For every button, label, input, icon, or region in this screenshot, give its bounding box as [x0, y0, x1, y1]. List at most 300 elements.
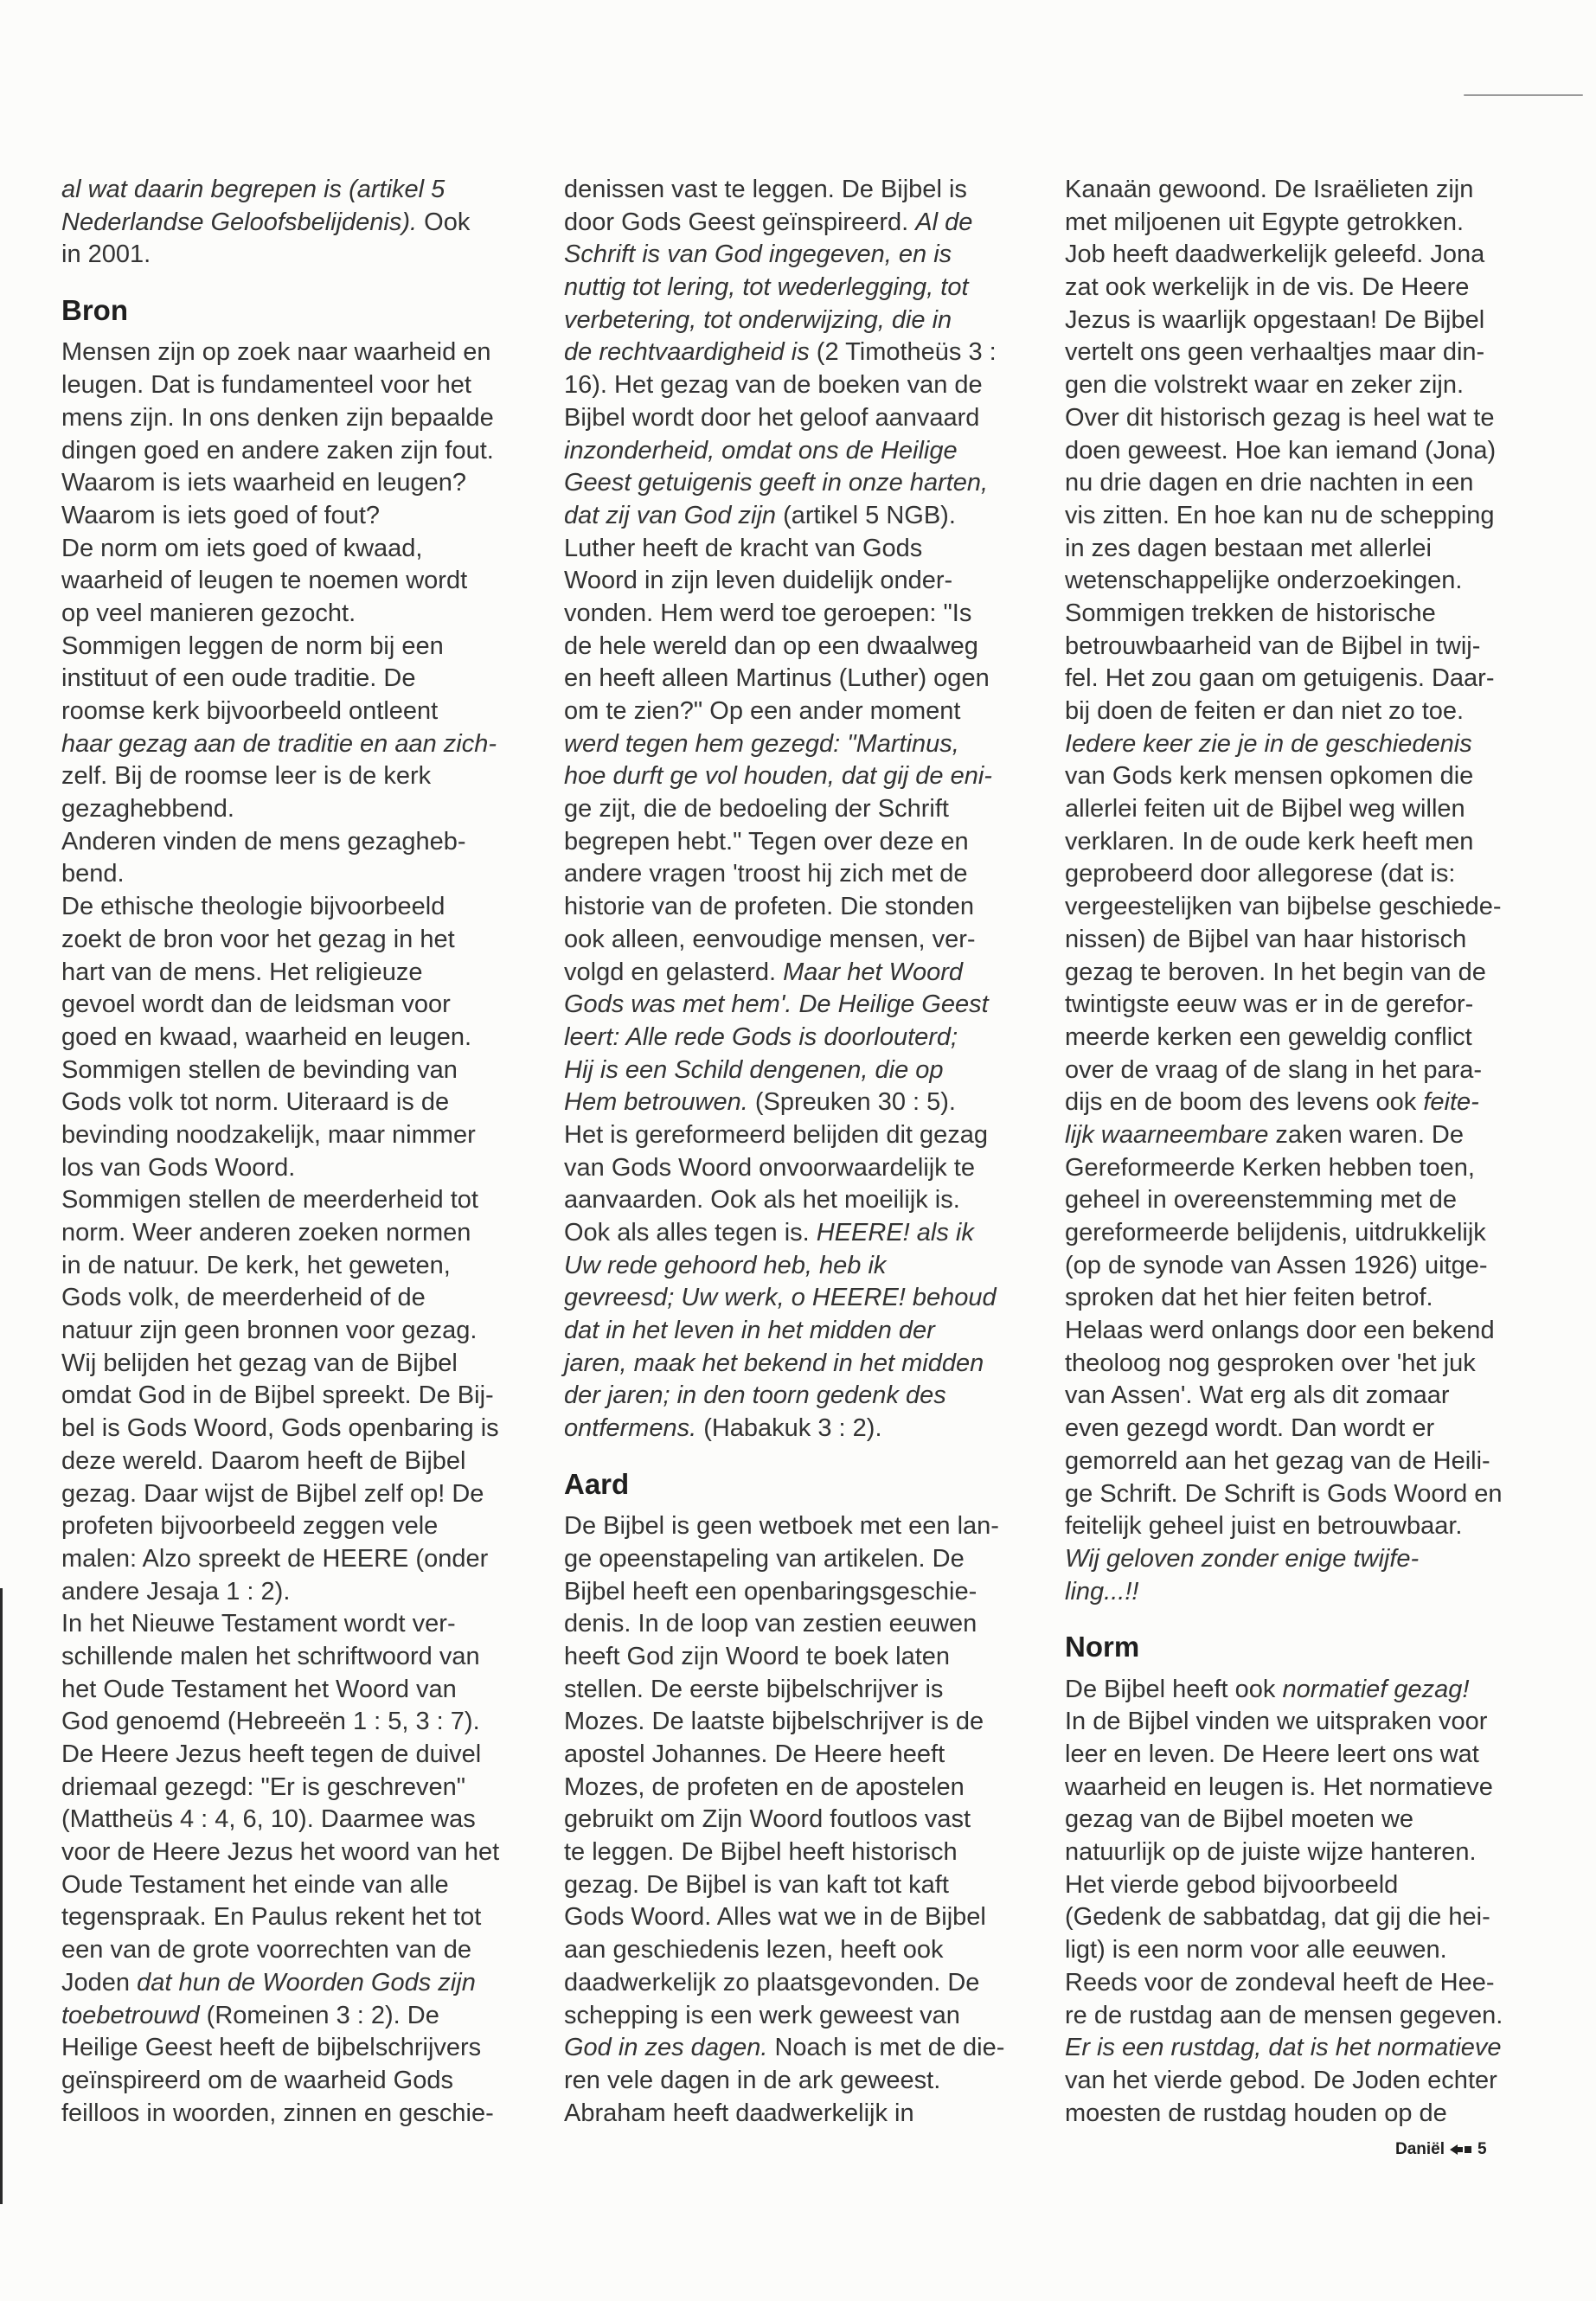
text-line [564, 1739, 1031, 1772]
text-run: Noach is met de die- [767, 2034, 1005, 2062]
text-line [61, 858, 529, 891]
text-run: over de vraag of de slang in het para- [1065, 1055, 1483, 1084]
text-line [564, 1217, 1031, 1250]
text-run: vergeestelijken van bijbelse geschiede- [1065, 893, 1502, 921]
text-run: tegenspraak. En Paulus rekent het tot [61, 1903, 482, 1932]
text-run: hart van de mens. Het religieuze [61, 958, 423, 986]
text-run: Gods Woord. Alles wat we in de Bijbel [564, 1903, 986, 1932]
text-line [1065, 924, 1532, 957]
text-line [1065, 1315, 1532, 1348]
text-line [1065, 826, 1532, 859]
text-run: gemorreld aan het gezag van de Heili- [1065, 1446, 1490, 1475]
text-line [564, 1086, 1031, 1119]
text-run: geprobeerd door allegorese (dat is: [1065, 860, 1456, 888]
italic-text-run: dat hun de Woorden Gods zijn [137, 1968, 476, 1997]
text-run: apostel Johannes. De Heere heeft [564, 1740, 945, 1769]
text-line [1065, 1576, 1532, 1609]
italic-text-run: al wat daarin begrepen is (artikel 5 [61, 176, 445, 203]
text-line [61, 1706, 529, 1739]
text-run: De Heere Jezus heeft tegen de duivel [61, 1740, 482, 1769]
text-run: De Bijbel is geen wetboek met een lan- [564, 1512, 999, 1541]
italic-text-run: toebetrouwd [61, 2001, 200, 2029]
text-line [1065, 1348, 1532, 1381]
text-line [1065, 1543, 1532, 1576]
text-run: De ethische theologie bijvoorbeeld [61, 893, 445, 921]
text-line [564, 2098, 1031, 2131]
text-run: Het vierde gebod bijvoorbeeld [1065, 1870, 1399, 1899]
text-line [1065, 1184, 1532, 1217]
text-run: ren vele dagen in de ark geweest. [564, 2066, 941, 2094]
text-run: schillende malen het schriftwoord van [61, 1642, 480, 1670]
text-line [61, 631, 529, 663]
text-run: ge zijt, die de bedoeling der Schrift [564, 795, 949, 824]
text-run: instituut of een oude traditie. De [61, 664, 416, 693]
scan-edge [0, 1588, 3, 2204]
italic-text-run: ling...!! [1065, 1577, 1139, 1606]
text-line [1065, 1250, 1532, 1283]
text-line [564, 1772, 1031, 1804]
text-run: gen die volstrekt waar en zeker zijn. [1065, 371, 1464, 400]
text-line [1065, 1086, 1532, 1119]
text-run: bij doen de feiten er dan niet zo toe. [1065, 697, 1465, 725]
italic-text-run: God in zes dagen. [564, 2034, 768, 2062]
section-heading: Norm [1065, 1631, 1140, 1663]
text-run: Sommigen leggen de norm bij een [61, 631, 444, 660]
text-line [61, 1184, 529, 1217]
text-line [61, 2032, 529, 2065]
text-line [1065, 239, 1532, 272]
italic-text-run: Wij geloven zonder enige twijfe- [1065, 1544, 1420, 1573]
text-run: God genoemd (Hebreeën 1 : 5, 3 : 7). [61, 1708, 480, 1736]
text-run: gezag te beroven. In het begin van de [1065, 958, 1486, 986]
text-line [61, 598, 529, 631]
text-run: en heeft alleen Martinus (Luther) ogen [564, 664, 990, 693]
text-line [564, 2065, 1031, 2098]
text-run: stellen. De eerste bijbelschrijver is [564, 1675, 944, 1703]
text-run: Abraham heeft daadwerkelijk in [564, 2099, 914, 2127]
arrow-emblem-icon [1450, 2144, 1472, 2156]
text-line [564, 1413, 1031, 1445]
text-run: bevinding noodzakelijk, maar nimmer [61, 1120, 476, 1149]
text-line [564, 1380, 1031, 1413]
text-line [564, 891, 1031, 924]
text-line [61, 2000, 529, 2033]
text-line [61, 1608, 529, 1641]
text-run: gezag van de Bijbel moeten we [1065, 1805, 1414, 1834]
text-run: Gereformeerde Kerken hebben toen, [1065, 1153, 1475, 1182]
text-line [1065, 174, 1532, 207]
text-run: door Gods Geest geïnspireerd. [564, 208, 916, 236]
text-line [1065, 533, 1532, 566]
text-line [564, 957, 1031, 990]
text-line [1065, 1934, 1532, 1967]
text-line [61, 2098, 529, 2131]
text-line [1065, 500, 1532, 533]
text-run: bend. [61, 860, 125, 888]
text-line [564, 858, 1031, 891]
italic-text-run: Geest getuigenis geeft in onze harten, [564, 469, 989, 497]
text-run: geïnspireerd om de waarheid Gods [61, 2066, 453, 2094]
text-line [61, 891, 529, 924]
text-line [61, 826, 529, 859]
text-line [564, 1706, 1031, 1739]
text-run: feilloos in woorden, zinnen en geschie- [61, 2099, 494, 2127]
text-run: de hele wereld dan op een dwaalweg [564, 631, 978, 660]
text-run: sproken dat het hier feiten betrof. [1065, 1284, 1433, 1312]
text-line [61, 728, 529, 761]
text-run: natuurlijk op de juiste wijze hanteren. [1065, 1838, 1477, 1867]
italic-text-run: hoe durft ge vol houden, dat gij de eni- [564, 762, 992, 791]
text-line [61, 1576, 529, 1609]
text-line [1065, 989, 1532, 1022]
text-run: (Romeinen 3 : 2). De [199, 2001, 439, 2029]
text-line [61, 1413, 529, 1445]
text-run: Kanaän gewoond. De Israëlieten zijn [1065, 176, 1474, 203]
italic-text-run: haar gezag aan de traditie en aan zich- [61, 729, 497, 758]
text-line [564, 1576, 1031, 1609]
text-run: Oude Testament het einde van alle [61, 1870, 449, 1899]
text-run: theoloog nog gesproken over 'het juk [1065, 1349, 1476, 1377]
text-line [564, 1282, 1031, 1315]
text-line [61, 1739, 529, 1772]
text-run: (op de synode van Assen 1926) uitge- [1065, 1251, 1488, 1279]
text-line [1065, 435, 1532, 468]
italic-text-run: Schrift is van God ingegeven, en is [564, 240, 952, 269]
text-line [61, 1804, 529, 1836]
text-run: De Bijbel heeft ook [1065, 1675, 1283, 1703]
text-run: nissen) de Bijbel van haar historisch [1065, 925, 1467, 953]
text-line [564, 1934, 1031, 1967]
text-line [61, 924, 529, 957]
text-line [61, 174, 529, 207]
text-line [61, 989, 529, 1022]
text-run: even gezegd wordt. Dan wordt er [1065, 1414, 1435, 1443]
text-line [1065, 565, 1532, 598]
top-rule [1464, 94, 1583, 96]
text-line [61, 1967, 529, 2000]
text-line [61, 1445, 529, 1478]
text-line [564, 304, 1031, 337]
text-run: allerlei feiten uit de Bijbel weg willen [1065, 795, 1465, 824]
text-line [564, 1836, 1031, 1869]
text-run: (Habakuk 3 : 2). [696, 1414, 882, 1443]
text-run: nu drie dagen en drie nachten in een [1065, 469, 1474, 497]
italic-text-run: lijk waarneembare [1065, 1120, 1269, 1149]
text-run: 16). Het gezag van de boeken van de [564, 371, 983, 400]
text-line [61, 957, 529, 990]
text-line [61, 1934, 529, 1967]
text-line [61, 1250, 529, 1283]
text-run: Waarom is iets waarheid en leugen? [61, 469, 467, 497]
text-line [1065, 1152, 1532, 1185]
text-run: gebruikt om Zijn Woord foutloos vast [564, 1805, 971, 1834]
text-run: driemaal gezegd: "Er is geschreven" [61, 1772, 466, 1801]
text-line [564, 533, 1031, 566]
text-run: omdat God in de Bijbel spreekt. De Bij- [61, 1381, 494, 1410]
text-line [61, 1348, 529, 1381]
text-line [564, 565, 1031, 598]
text-run: geheel in overeenstemming met de [1065, 1186, 1457, 1215]
text-line [564, 1967, 1031, 2000]
text-run: Luther heeft de kracht van Gods [564, 534, 923, 562]
text-run: begrepen hebt." Tegen over deze en [564, 827, 969, 856]
italic-text-run: der jaren; in den toorn gedenk des [564, 1381, 946, 1410]
text-line [564, 239, 1031, 272]
text-run: ook alleen, eenvoudige mensen, ver- [564, 925, 976, 953]
italic-text-run: Hem betrouwen. [564, 1088, 748, 1117]
text-line [1065, 1217, 1532, 1250]
text-run: in zes dagen bestaan met allerlei [1065, 534, 1432, 562]
text-line [1065, 1901, 1532, 1934]
text-run: leugen. Dat is fundamenteel voor het [61, 371, 471, 400]
italic-text-run: ontfermens. [564, 1414, 697, 1443]
text-line [564, 924, 1031, 957]
text-run: verklaren. In de oude kerk heeft men [1065, 827, 1474, 856]
text-run: gezag. De Bijbel is van kaft tot kaft [564, 1870, 949, 1899]
text-line [564, 760, 1031, 793]
text-line [1065, 207, 1532, 240]
text-line [564, 826, 1031, 859]
text-line [564, 1250, 1031, 1283]
text-run: denis. In de loop van zestien eeuwen [564, 1610, 977, 1638]
text-run: Mensen zijn op zoek naar waarheid en [61, 338, 491, 367]
page-footer [1395, 2138, 1487, 2161]
italic-text-run: HEERE! als ik [816, 1219, 974, 1247]
text-run: bel is Gods Woord, Gods openbaring is [61, 1414, 499, 1443]
text-line [1065, 1804, 1532, 1836]
text-run: heeft God zijn Woord te boek laten [564, 1642, 951, 1670]
italic-text-run: inzonderheid, omdat ons de Heilige [564, 436, 958, 465]
text-line [564, 1804, 1031, 1836]
text-run: wetenschappelijke onderzoekingen. [1065, 567, 1463, 595]
text-line [61, 467, 529, 500]
text-run: (2 Timotheüs 3 : [809, 338, 997, 367]
text-run: Sommigen trekken de historische [1065, 599, 1436, 627]
text-line [1065, 2065, 1532, 2098]
text-run: Sommigen stellen de meerderheid tot [61, 1186, 478, 1215]
text-line [564, 1608, 1031, 1641]
text-line [1065, 793, 1532, 826]
text-line [564, 1543, 1031, 1576]
italic-text-run: leert: Alle rede Gods is doorlouterd; [564, 1022, 958, 1051]
text-run: goed en kwaad, waarheid en leugen. [61, 1022, 472, 1051]
text-run: een van de grote voorrechten van de [61, 1936, 471, 1965]
text-run: profeten bijvoorbeeld zeggen vele [61, 1512, 439, 1541]
text-line [61, 663, 529, 695]
text-run: dijs en de boom des levens ook [1065, 1088, 1424, 1117]
text-run: Mozes, de profeten en de apostelen [564, 1772, 965, 1801]
text-run: Bijbel wordt door het geloof aanvaard [564, 403, 980, 432]
text-run: twintigste eeuw was er in de gerefor- [1065, 990, 1474, 1019]
italic-text-run: Nederlandse Geloofsbelijdenis). [61, 208, 418, 236]
text-line [564, 1901, 1031, 1934]
text-run: Heilige Geest heeft de bijbelschrijvers [61, 2034, 482, 2062]
text-line [1065, 2032, 1532, 2065]
text-line [1065, 663, 1532, 695]
italic-text-run: verbetering, tot onderwijzing, die in [564, 305, 952, 334]
text-line [61, 533, 529, 566]
text-line [61, 1901, 529, 1934]
text-run: in 2001. [61, 240, 151, 269]
text-line [61, 1674, 529, 1707]
text-run: In het Nieuwe Testament wordt ver- [61, 1610, 456, 1638]
text-line [1065, 336, 1532, 369]
italic-text-run: Maar het Woord [783, 958, 964, 986]
text-run: los van Gods Woord. [61, 1153, 296, 1182]
text-line [61, 1119, 529, 1152]
text-line [61, 1152, 529, 1185]
text-column-2 [564, 174, 1031, 2130]
text-run: zoekt de bron voor het gezag in het [61, 925, 455, 953]
magazine-name: Daniël [1395, 2140, 1445, 2158]
text-run: (Spreuken 30 : 5). [747, 1088, 956, 1117]
text-line [564, 1674, 1031, 1707]
italic-text-run: Al de [915, 208, 973, 236]
text-run: Bijbel heeft een openbaringsgeschie- [564, 1577, 977, 1606]
text-run: ge opeenstapeling van artikelen. De [564, 1544, 965, 1573]
text-line [564, 500, 1031, 533]
italic-text-run: jaren, maak het bekend in het midden [564, 1349, 984, 1377]
text-run: fel. Het zou gaan om getuigenis. Daar- [1065, 664, 1495, 693]
text-line [564, 1054, 1031, 1087]
text-line [564, 728, 1031, 761]
text-line [1065, 402, 1532, 435]
text-run: andere vragen 'troost hij zich met de [564, 860, 968, 888]
text-run: betrouwbaarheid van de Bijbel in twij- [1065, 631, 1481, 660]
text-run: om te zien?" Op een ander moment [564, 697, 961, 725]
text-run: leer en leven. De Heere leert ons wat [1065, 1740, 1479, 1769]
text-run: denissen vast te leggen. De Bijbel is [564, 176, 967, 203]
text-run: volgd en gelasterd. [564, 958, 784, 986]
text-line [1065, 1445, 1532, 1478]
text-line [564, 631, 1031, 663]
text-run: re de rustdag aan de mensen gegeven. [1065, 2001, 1503, 2029]
text-line [61, 1836, 529, 1869]
text-line [61, 1543, 529, 1576]
text-run: moesten de rustdag houden op de [1065, 2099, 1447, 2127]
text-line [564, 598, 1031, 631]
text-line [1065, 1967, 1532, 2000]
text-run: te leggen. De Bijbel heeft historisch [564, 1838, 958, 1867]
text-line [564, 663, 1031, 695]
text-run: (Gedenk de sabbatdag, dat gij die hei- [1065, 1903, 1490, 1932]
text-run: van Assen'. Wat erg als dit zomaar [1065, 1381, 1450, 1410]
text-line [61, 207, 529, 240]
text-run: ge Schrift. De Schrift is Gods Woord en [1065, 1479, 1503, 1508]
italic-text-run: de rechtvaardigheid is [564, 338, 810, 367]
text-line [61, 402, 529, 435]
text-run: norm. Weer anderen zoeken normen [61, 1219, 471, 1247]
text-run: zat ook werkelijk in de vis. De Heere [1065, 273, 1470, 302]
text-run: van Gods Woord onvoorwaardelijk te [564, 1153, 975, 1182]
text-run: Woord in zijn leven duidelijk onder- [564, 567, 953, 595]
text-run: gevoel wordt dan de leidsman voor [61, 990, 451, 1019]
text-run: feitelijk geheel juist en betrouwbaar. [1065, 1512, 1463, 1541]
text-line [1065, 598, 1532, 631]
text-line [1065, 1869, 1532, 1902]
text-line [564, 1348, 1031, 1381]
text-run: Over dit historisch gezag is heel wat te [1065, 403, 1495, 432]
text-run: waarheid of leugen te noemen wordt [61, 567, 468, 595]
italic-text-run: Uw rede gehoord heb, heb ik [564, 1251, 887, 1279]
text-run: van het vierde gebod. De Joden echter [1065, 2066, 1497, 2094]
text-line [1065, 1510, 1532, 1543]
text-run: (artikel 5 NGB). [776, 501, 956, 529]
text-line [564, 2032, 1031, 2065]
text-line [564, 1641, 1031, 1674]
text-line [1065, 1119, 1532, 1152]
text-line [564, 1119, 1031, 1152]
text-line [61, 1380, 529, 1413]
text-run: Job heeft daadwerkelijk geleefd. Jona [1065, 240, 1485, 269]
text-run: mens zijn. In ons denken zijn bepaalde [61, 403, 494, 432]
text-line [61, 435, 529, 468]
text-line [1065, 1739, 1532, 1772]
text-run: daadwerkelijk zo plaatsgevonden. De [564, 1968, 980, 1997]
text-line [1065, 631, 1532, 663]
text-run: gezaghebbend. [61, 795, 234, 824]
italic-text-run: Er is een rustdag, dat is het normatieve [1065, 2034, 1502, 2062]
text-run: natuur zijn geen bronnen voor gezag. [61, 1317, 478, 1345]
text-run: deze wereld. Daarom heeft de Bijbel [61, 1446, 466, 1475]
text-line [564, 174, 1031, 207]
text-line [564, 467, 1031, 500]
text-line [1065, 2098, 1532, 2131]
text-run: historie van de profeten. Die stonden [564, 893, 974, 921]
text-line [61, 1022, 529, 1054]
text-run: voor de Heere Jezus het woord van het [61, 1838, 500, 1867]
text-line [61, 1772, 529, 1804]
text-run: schepping is een werk geweest van [564, 2001, 960, 2029]
text-line [564, 989, 1031, 1022]
text-line [61, 500, 529, 533]
text-line [1065, 1413, 1532, 1445]
text-line [1065, 1706, 1532, 1739]
text-line [564, 1152, 1031, 1185]
text-line [61, 793, 529, 826]
text-run: vis zitten. En hoe kan nu de schepping [1065, 501, 1495, 529]
page-number: 5 [1477, 2140, 1487, 2158]
italic-text-run: Gods was met hem'. De Heilige Geest [564, 990, 989, 1019]
section-heading: Aard [564, 1467, 630, 1500]
text-run: van Gods kerk mensen opkomen die [1065, 762, 1474, 791]
text-line [564, 793, 1031, 826]
text-run: vonden. Hem werd toe geroepen: "Is [564, 599, 972, 627]
text-run: gereformeerde belijdenis, uitdrukkelijk [1065, 1219, 1486, 1247]
text-run: Jezus is waarlijk opgestaan! De Bijbel [1065, 305, 1485, 334]
text-line [1065, 1674, 1532, 1707]
text-run: Joden [61, 1968, 138, 1997]
text-line [1065, 728, 1532, 761]
text-run: roomse kerk bijvoorbeeld ontleent [61, 697, 439, 726]
text-run: dingen goed en andere zaken zijn fout. [61, 436, 494, 465]
text-run: meerde kerken een geweldig conflict [1065, 1022, 1472, 1051]
italic-text-run: nuttig tot lering, tot wederlegging, tot [564, 273, 969, 302]
text-run: Gods volk, de meerderheid of de [61, 1284, 426, 1312]
text-line [564, 1315, 1031, 1348]
text-line [1065, 272, 1532, 304]
text-line [1065, 1022, 1532, 1054]
text-line [1065, 858, 1532, 891]
text-line [1065, 369, 1532, 402]
text-line [564, 1022, 1031, 1054]
text-run: Helaas werd onlangs door een bekend [1065, 1317, 1495, 1345]
text-line [61, 695, 529, 728]
text-line [564, 1510, 1031, 1543]
text-line [1065, 1380, 1532, 1413]
text-run: op veel manieren gezocht. [61, 599, 356, 627]
text-line [1065, 695, 1532, 728]
